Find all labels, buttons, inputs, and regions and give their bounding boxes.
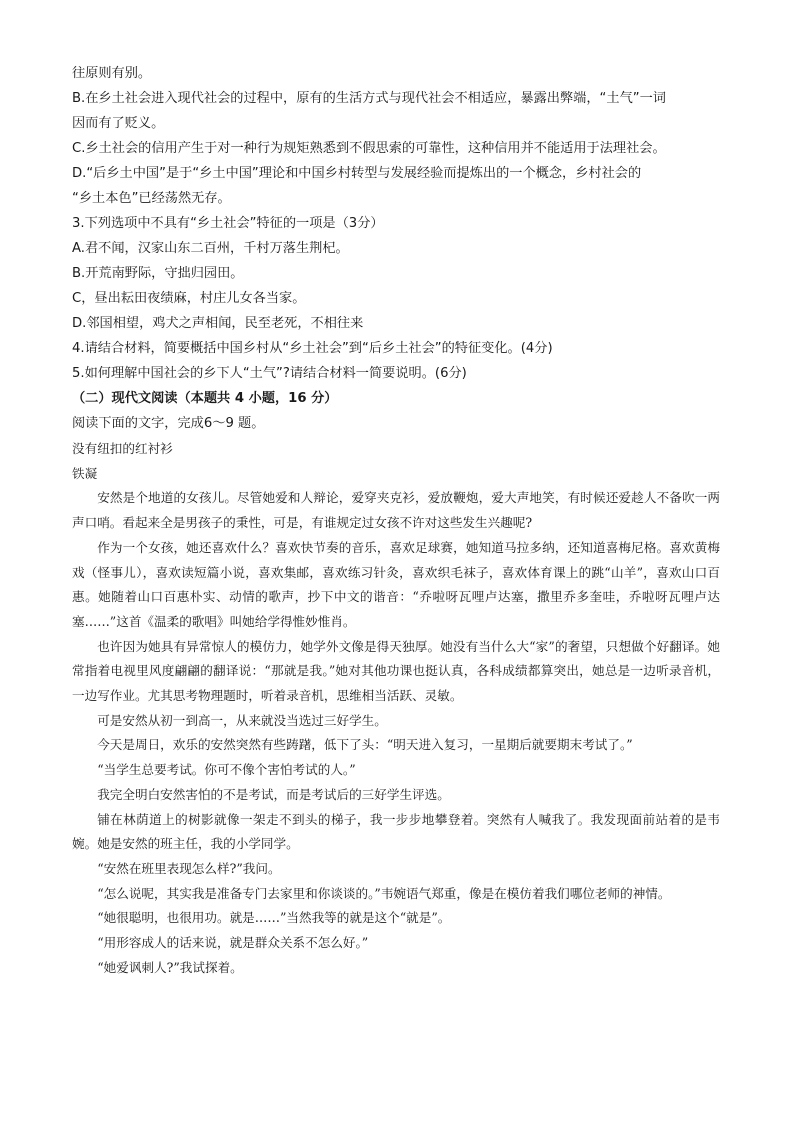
story-paragraph: “用形容成人的话来说，就是群众关系不怎么好。” xyxy=(97,935,369,951)
question-5: 5.如何理解中国社会的乡下人“土气”?请结合材料一简要说明。(6分) xyxy=(72,366,467,381)
story-paragraph: 作为一个女孩，她还喜欢什么？喜欢快节奏的音乐，喜欢足球赛，她知道马拉多纳，还知道喜梅尼格。喜欢黄梅戏（怪事儿），喜欢读短篇小说，喜欢集邮，喜欢练习针灸，喜欢织毛袜子，喜欢体育课上的跳“山羊”，喜欢山口百惠。她随着山口百惠朴实、动情的歌声，抄下中文的谐音：“乔啦呀瓦哩卢达塞，撒里乔多奎哇，乔啦呀瓦哩卢达塞……”这首《温柔的歌唱》叫她给学得惟妙惟肖。 xyxy=(72,539,720,629)
question-4: 4.请结合材料，简要概括中国乡村从“乡土社会”到“后乡土社会”的特征变化。(4分) xyxy=(72,341,553,356)
story-paragraph: “她爱讽刺人?”我试探着。 xyxy=(97,959,243,975)
story-paragraph: “她很聪明，也很用功。就是……”当然我等的就是这个“就是”。 xyxy=(97,910,451,926)
story-title: 没有纽扣的红衬衫 xyxy=(72,441,173,456)
question-3-option-d: D.邻国相望，鸡犬之声相闻，民至老死，不相往来 xyxy=(72,316,364,331)
option-d-line-2: “乡土本色”已经荡然无存。 xyxy=(72,191,231,206)
question-3: 3.下列选项中不具有“乡土社会”特征的一项是（3分） xyxy=(72,216,384,231)
story-paragraph: 铺在林荫道上的树影就像一架走不到头的梯子，我一步步地攀登着。突然有人喊我了。我发现面前站着的是韦婉。她是安然的班主任，我的小学同学。 xyxy=(72,811,720,852)
story-paragraph: 我完全明白安然害怕的不是考试，而是考试后的三好学生评选。 xyxy=(97,786,450,802)
question-3-option-c: C，昼出耘田夜绩麻，村庄儿女各当家。 xyxy=(72,291,306,306)
story-paragraph: 安然是个地道的女孩儿。尽管她爱和人辩论，爱穿夹克衫，爱放鞭炮，爱大声地笑，有时候还爱趁人不备吹一两声口哨。看起来全是男孩子的秉性，可是，有谁规定过女孩不许对这些发生兴趣呢? xyxy=(72,490,720,531)
section-heading: （二）现代文阅读（本题共 4 小题，16 分） xyxy=(72,391,338,406)
option-d-line-1: D.“后乡土中国”是于“乡土中国”理论和中国乡村转型与发展经验而提炼出的一个概念，乡村社会的 xyxy=(72,166,642,181)
question-3-option-a: A.君不闻，汉家山东二百州，千村万落生荆杞。 xyxy=(72,241,349,256)
option-a-continuation: 往原则有别。 xyxy=(72,66,152,81)
story-paragraph: 可是安然从初一到高一，从来就没当选过三好学生。 xyxy=(97,712,387,728)
question-3-option-b: B.开荒南野际，守拙归园田。 xyxy=(72,266,244,281)
option-b-line-1: B.在乡土社会进入现代社会的过程中，原有的生活方式与现代社会不相适应，暴露出弊端，“土气”一词 xyxy=(72,91,666,106)
story-author: 铁凝 xyxy=(72,465,98,481)
story-paragraph: 也许因为她具有异常惊人的模仿力，她学外文像是得天独厚。她没有当什么大“家”的奢望，只想做个好翻译。她常指着电视里风度翩翩的翻译说：“那就是我。”她对其他功课也挺认真，各科成绩都算突出，她总是一边听录音机，一边写作业。尤其思考物理题时，听着录音机，思维相当活跃、灵敏。 xyxy=(72,638,720,704)
story-paragraph: 今天是周日，欢乐的安然突然有些踌躇，低下了头：“明天进入复习，一星期后就要期末考试了。” xyxy=(97,737,633,753)
story-paragraph: “当学生总要考试。你可不像个害怕考试的人。” xyxy=(97,762,356,778)
story-paragraph: “安然在班里表现怎么样?”我问。 xyxy=(97,860,281,876)
option-c: C.乡土社会的信用产生于对一种行为规矩熟悉到不假思索的可靠性，这种信用并不能适用于法理社会。 xyxy=(72,141,666,156)
story-paragraph: “怎么说呢，其实我是准备专门去家里和你谈谈的。”韦婉语气郑重，像是在模仿着我们哪位老师的神情。 xyxy=(97,885,671,901)
story-section xyxy=(72,437,720,980)
reading-instruction: 阅读下面的文字，完成6～9 题。 xyxy=(72,416,265,431)
questions-section xyxy=(72,61,720,436)
option-b-line-2: 因而有了贬义。 xyxy=(72,116,165,131)
